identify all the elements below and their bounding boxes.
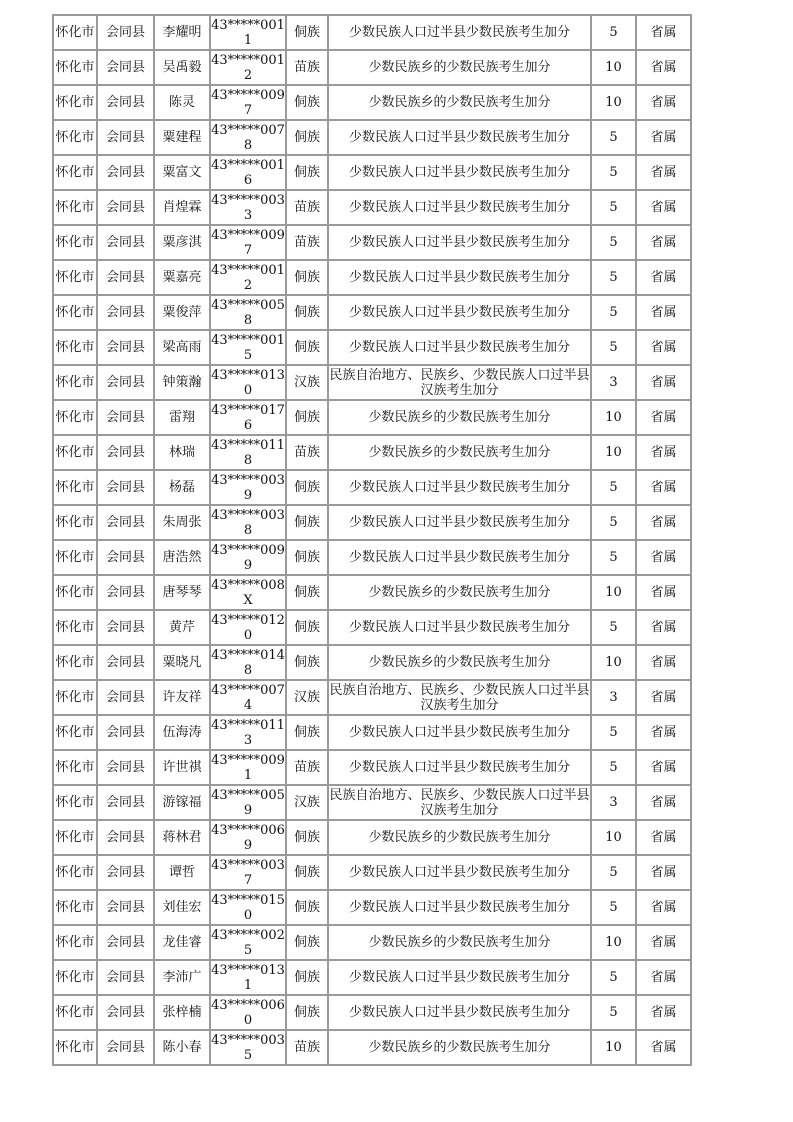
ethnicity-cell: 苗族 bbox=[287, 191, 329, 226]
bonus-points-cell: 5 bbox=[592, 296, 637, 331]
city-cell: 怀化市 bbox=[54, 436, 98, 471]
ethnicity-cell: 苗族 bbox=[287, 1031, 329, 1066]
level-cell: 省属 bbox=[637, 856, 692, 891]
name-cell: 肖煌霖 bbox=[155, 191, 211, 226]
level-cell: 省属 bbox=[637, 716, 692, 751]
level-cell: 省属 bbox=[637, 366, 692, 401]
id-number-cell: 43*****0060 bbox=[211, 996, 287, 1031]
county-cell: 会同县 bbox=[98, 436, 155, 471]
table-row bbox=[54, 261, 692, 296]
city-cell: 怀化市 bbox=[54, 751, 98, 786]
level-cell: 省属 bbox=[637, 891, 692, 926]
bonus-category-cell: 少数民族人口过半县少数民族考生加分 bbox=[329, 331, 592, 366]
county-cell: 会同县 bbox=[98, 681, 155, 716]
ethnicity-cell: 侗族 bbox=[287, 996, 329, 1031]
level-cell: 省属 bbox=[637, 261, 692, 296]
level-cell: 省属 bbox=[637, 436, 692, 471]
ethnicity-cell: 侗族 bbox=[287, 541, 329, 576]
bonus-points-cell: 5 bbox=[592, 716, 637, 751]
table-row bbox=[54, 471, 692, 506]
bonus-points-cell: 5 bbox=[592, 891, 637, 926]
ethnicity-cell: 侗族 bbox=[287, 401, 329, 436]
name-cell: 粟建程 bbox=[155, 121, 211, 156]
county-cell: 会同县 bbox=[98, 401, 155, 436]
bonus-points-cell: 5 bbox=[592, 961, 637, 996]
county-cell: 会同县 bbox=[98, 856, 155, 891]
table-row bbox=[54, 681, 692, 716]
level-cell: 省属 bbox=[637, 681, 692, 716]
county-cell: 会同县 bbox=[98, 961, 155, 996]
id-number-cell: 43*****0099 bbox=[211, 541, 287, 576]
bonus-category-cell: 少数民族人口过半县少数民族考生加分 bbox=[329, 856, 592, 891]
name-cell: 粟俊萍 bbox=[155, 296, 211, 331]
city-cell: 怀化市 bbox=[54, 611, 98, 646]
level-cell: 省属 bbox=[637, 506, 692, 541]
table-row bbox=[54, 156, 692, 191]
city-cell: 怀化市 bbox=[54, 996, 98, 1031]
city-cell: 怀化市 bbox=[54, 191, 98, 226]
name-cell: 朱周张 bbox=[155, 506, 211, 541]
county-cell: 会同县 bbox=[98, 1031, 155, 1066]
level-cell: 省属 bbox=[637, 471, 692, 506]
id-number-cell: 43*****0176 bbox=[211, 401, 287, 436]
level-cell: 省属 bbox=[637, 821, 692, 856]
city-cell: 怀化市 bbox=[54, 541, 98, 576]
id-number-cell: 43*****0037 bbox=[211, 856, 287, 891]
city-cell: 怀化市 bbox=[54, 296, 98, 331]
id-number-cell: 43*****0058 bbox=[211, 296, 287, 331]
bonus-category-cell: 少数民族人口过半县少数民族考生加分 bbox=[329, 226, 592, 261]
bonus-category-cell: 少数民族人口过半县少数民族考生加分 bbox=[329, 891, 592, 926]
table-row bbox=[54, 366, 692, 401]
ethnicity-cell: 侗族 bbox=[287, 16, 329, 51]
table-row bbox=[54, 996, 692, 1031]
table-row bbox=[54, 961, 692, 996]
city-cell: 怀化市 bbox=[54, 261, 98, 296]
city-cell: 怀化市 bbox=[54, 856, 98, 891]
bonus-points-cell: 10 bbox=[592, 51, 637, 86]
name-cell: 梁高雨 bbox=[155, 331, 211, 366]
name-cell: 粟彦淇 bbox=[155, 226, 211, 261]
id-number-cell: 43*****0078 bbox=[211, 121, 287, 156]
bonus-points-cell: 10 bbox=[592, 436, 637, 471]
bonus-points-cell: 5 bbox=[592, 856, 637, 891]
county-cell: 会同县 bbox=[98, 366, 155, 401]
id-number-cell: 43*****0033 bbox=[211, 191, 287, 226]
bonus-points-cell: 10 bbox=[592, 401, 637, 436]
bonus-points-cell: 5 bbox=[592, 506, 637, 541]
table-row bbox=[54, 786, 692, 821]
id-number-cell: 43*****0039 bbox=[211, 471, 287, 506]
bonus-category-cell: 少数民族乡的少数民族考生加分 bbox=[329, 1031, 592, 1066]
table-row bbox=[54, 401, 692, 436]
name-cell: 许世祺 bbox=[155, 751, 211, 786]
bonus-points-cell: 5 bbox=[592, 471, 637, 506]
city-cell: 怀化市 bbox=[54, 401, 98, 436]
city-cell: 怀化市 bbox=[54, 681, 98, 716]
name-cell: 粟嘉亮 bbox=[155, 261, 211, 296]
level-cell: 省属 bbox=[637, 156, 692, 191]
city-cell: 怀化市 bbox=[54, 821, 98, 856]
name-cell: 蒋林君 bbox=[155, 821, 211, 856]
city-cell: 怀化市 bbox=[54, 86, 98, 121]
table-row bbox=[54, 716, 692, 751]
bonus-category-cell: 少数民族人口过半县少数民族考生加分 bbox=[329, 121, 592, 156]
id-number-cell: 43*****0015 bbox=[211, 331, 287, 366]
name-cell: 吴禹毅 bbox=[155, 51, 211, 86]
ethnicity-cell: 侗族 bbox=[287, 86, 329, 121]
bonus-category-cell: 少数民族人口过半县少数民族考生加分 bbox=[329, 716, 592, 751]
table-row bbox=[54, 506, 692, 541]
county-cell: 会同县 bbox=[98, 751, 155, 786]
table-row bbox=[54, 751, 692, 786]
bonus-category-cell: 少数民族乡的少数民族考生加分 bbox=[329, 646, 592, 681]
city-cell: 怀化市 bbox=[54, 156, 98, 191]
level-cell: 省属 bbox=[637, 646, 692, 681]
id-number-cell: 43*****0120 bbox=[211, 611, 287, 646]
city-cell: 怀化市 bbox=[54, 646, 98, 681]
level-cell: 省属 bbox=[637, 541, 692, 576]
level-cell: 省属 bbox=[637, 926, 692, 961]
county-cell: 会同县 bbox=[98, 16, 155, 51]
table-row bbox=[54, 926, 692, 961]
city-cell: 怀化市 bbox=[54, 506, 98, 541]
id-number-cell: 43*****0012 bbox=[211, 51, 287, 86]
city-cell: 怀化市 bbox=[54, 366, 98, 401]
bonus-points-cell: 5 bbox=[592, 541, 637, 576]
bonus-category-cell: 少数民族人口过半县少数民族考生加分 bbox=[329, 506, 592, 541]
bonus-points-cell: 10 bbox=[592, 926, 637, 961]
id-number-cell: 43*****008X bbox=[211, 576, 287, 611]
ethnicity-cell: 汉族 bbox=[287, 786, 329, 821]
city-cell: 怀化市 bbox=[54, 961, 98, 996]
county-cell: 会同县 bbox=[98, 576, 155, 611]
ethnicity-cell: 侗族 bbox=[287, 856, 329, 891]
ethnicity-cell: 侗族 bbox=[287, 926, 329, 961]
id-number-cell: 43*****0148 bbox=[211, 646, 287, 681]
name-cell: 李耀明 bbox=[155, 16, 211, 51]
county-cell: 会同县 bbox=[98, 191, 155, 226]
name-cell: 唐浩然 bbox=[155, 541, 211, 576]
bonus-points-cell: 10 bbox=[592, 646, 637, 681]
bonus-category-cell: 少数民族人口过半县少数民族考生加分 bbox=[329, 471, 592, 506]
name-cell: 钟策瀚 bbox=[155, 366, 211, 401]
bonus-category-cell: 民族自治地方、民族乡、少数民族人口过半县汉族考生加分 bbox=[329, 681, 592, 716]
bonus-points-cell: 5 bbox=[592, 331, 637, 366]
id-number-cell: 43*****0025 bbox=[211, 926, 287, 961]
county-cell: 会同县 bbox=[98, 156, 155, 191]
county-cell: 会同县 bbox=[98, 541, 155, 576]
county-cell: 会同县 bbox=[98, 821, 155, 856]
level-cell: 省属 bbox=[637, 296, 692, 331]
county-cell: 会同县 bbox=[98, 226, 155, 261]
bonus-category-cell: 少数民族乡的少数民族考生加分 bbox=[329, 51, 592, 86]
county-cell: 会同县 bbox=[98, 716, 155, 751]
level-cell: 省属 bbox=[637, 331, 692, 366]
ethnicity-cell: 侗族 bbox=[287, 296, 329, 331]
city-cell: 怀化市 bbox=[54, 331, 98, 366]
bonus-points-cell: 3 bbox=[592, 681, 637, 716]
id-number-cell: 43*****0131 bbox=[211, 961, 287, 996]
ethnicity-cell: 汉族 bbox=[287, 366, 329, 401]
name-cell: 谭哲 bbox=[155, 856, 211, 891]
id-number-cell: 43*****0059 bbox=[211, 786, 287, 821]
table-row bbox=[54, 576, 692, 611]
bonus-category-cell: 少数民族乡的少数民族考生加分 bbox=[329, 576, 592, 611]
bonus-points-cell: 3 bbox=[592, 366, 637, 401]
bonus-points-cell: 5 bbox=[592, 16, 637, 51]
bonus-category-cell: 少数民族乡的少数民族考生加分 bbox=[329, 821, 592, 856]
county-cell: 会同县 bbox=[98, 996, 155, 1031]
county-cell: 会同县 bbox=[98, 926, 155, 961]
bonus-points-cell: 10 bbox=[592, 821, 637, 856]
level-cell: 省属 bbox=[637, 401, 692, 436]
bonus-category-cell: 少数民族乡的少数民族考生加分 bbox=[329, 436, 592, 471]
id-number-cell: 43*****0074 bbox=[211, 681, 287, 716]
county-cell: 会同县 bbox=[98, 121, 155, 156]
bonus-category-cell: 少数民族人口过半县少数民族考生加分 bbox=[329, 156, 592, 191]
name-cell: 伍海涛 bbox=[155, 716, 211, 751]
county-cell: 会同县 bbox=[98, 331, 155, 366]
table-row bbox=[54, 891, 692, 926]
id-number-cell: 43*****0113 bbox=[211, 716, 287, 751]
bonus-points-table bbox=[52, 14, 692, 1066]
bonus-category-cell: 少数民族人口过半县少数民族考生加分 bbox=[329, 611, 592, 646]
county-cell: 会同县 bbox=[98, 611, 155, 646]
id-number-cell: 43*****0035 bbox=[211, 1031, 287, 1066]
name-cell: 游镓福 bbox=[155, 786, 211, 821]
ethnicity-cell: 侗族 bbox=[287, 646, 329, 681]
bonus-points-cell: 10 bbox=[592, 1031, 637, 1066]
bonus-points-cell: 10 bbox=[592, 86, 637, 121]
bonus-category-cell: 少数民族人口过半县少数民族考生加分 bbox=[329, 751, 592, 786]
ethnicity-cell: 苗族 bbox=[287, 51, 329, 86]
name-cell: 陈小春 bbox=[155, 1031, 211, 1066]
level-cell: 省属 bbox=[637, 961, 692, 996]
ethnicity-cell: 侗族 bbox=[287, 611, 329, 646]
bonus-category-cell: 少数民族人口过半县少数民族考生加分 bbox=[329, 996, 592, 1031]
name-cell: 粟富文 bbox=[155, 156, 211, 191]
city-cell: 怀化市 bbox=[54, 16, 98, 51]
table-row bbox=[54, 856, 692, 891]
table-row bbox=[54, 1031, 692, 1066]
county-cell: 会同县 bbox=[98, 891, 155, 926]
city-cell: 怀化市 bbox=[54, 891, 98, 926]
table-row bbox=[54, 821, 692, 856]
bonus-category-cell: 少数民族乡的少数民族考生加分 bbox=[329, 926, 592, 961]
name-cell: 李沛广 bbox=[155, 961, 211, 996]
level-cell: 省属 bbox=[637, 51, 692, 86]
county-cell: 会同县 bbox=[98, 506, 155, 541]
id-number-cell: 43*****0118 bbox=[211, 436, 287, 471]
city-cell: 怀化市 bbox=[54, 576, 98, 611]
name-cell: 张梓楠 bbox=[155, 996, 211, 1031]
bonus-category-cell: 少数民族人口过半县少数民族考生加分 bbox=[329, 541, 592, 576]
city-cell: 怀化市 bbox=[54, 926, 98, 961]
level-cell: 省属 bbox=[637, 16, 692, 51]
level-cell: 省属 bbox=[637, 226, 692, 261]
city-cell: 怀化市 bbox=[54, 1031, 98, 1066]
name-cell: 雷翔 bbox=[155, 401, 211, 436]
id-number-cell: 43*****0097 bbox=[211, 226, 287, 261]
ethnicity-cell: 侗族 bbox=[287, 716, 329, 751]
name-cell: 刘佳宏 bbox=[155, 891, 211, 926]
table-row bbox=[54, 86, 692, 121]
level-cell: 省属 bbox=[637, 191, 692, 226]
ethnicity-cell: 侗族 bbox=[287, 821, 329, 856]
ethnicity-cell: 侗族 bbox=[287, 121, 329, 156]
bonus-points-cell: 5 bbox=[592, 611, 637, 646]
bonus-category-cell: 少数民族人口过半县少数民族考生加分 bbox=[329, 261, 592, 296]
bonus-category-cell: 少数民族人口过半县少数民族考生加分 bbox=[329, 191, 592, 226]
id-number-cell: 43*****0016 bbox=[211, 156, 287, 191]
id-number-cell: 43*****0012 bbox=[211, 261, 287, 296]
county-cell: 会同县 bbox=[98, 296, 155, 331]
city-cell: 怀化市 bbox=[54, 226, 98, 261]
bonus-category-cell: 民族自治地方、民族乡、少数民族人口过半县汉族考生加分 bbox=[329, 366, 592, 401]
id-number-cell: 43*****0150 bbox=[211, 891, 287, 926]
county-cell: 会同县 bbox=[98, 51, 155, 86]
table-row bbox=[54, 191, 692, 226]
bonus-points-cell: 5 bbox=[592, 226, 637, 261]
ethnicity-cell: 苗族 bbox=[287, 751, 329, 786]
city-cell: 怀化市 bbox=[54, 471, 98, 506]
id-number-cell: 43*****0011 bbox=[211, 16, 287, 51]
county-cell: 会同县 bbox=[98, 86, 155, 121]
ethnicity-cell: 侗族 bbox=[287, 576, 329, 611]
city-cell: 怀化市 bbox=[54, 51, 98, 86]
city-cell: 怀化市 bbox=[54, 716, 98, 751]
table-row bbox=[54, 296, 692, 331]
county-cell: 会同县 bbox=[98, 471, 155, 506]
county-cell: 会同县 bbox=[98, 646, 155, 681]
name-cell: 粟晓凡 bbox=[155, 646, 211, 681]
bonus-category-cell: 少数民族人口过半县少数民族考生加分 bbox=[329, 296, 592, 331]
ethnicity-cell: 侗族 bbox=[287, 891, 329, 926]
bonus-category-cell: 民族自治地方、民族乡、少数民族人口过半县汉族考生加分 bbox=[329, 786, 592, 821]
bonus-points-cell: 5 bbox=[592, 996, 637, 1031]
city-cell: 怀化市 bbox=[54, 786, 98, 821]
ethnicity-cell: 汉族 bbox=[287, 681, 329, 716]
level-cell: 省属 bbox=[637, 86, 692, 121]
bonus-points-cell: 3 bbox=[592, 786, 637, 821]
table-row bbox=[54, 121, 692, 156]
bonus-points-cell: 5 bbox=[592, 121, 637, 156]
county-cell: 会同县 bbox=[98, 786, 155, 821]
ethnicity-cell: 苗族 bbox=[287, 226, 329, 261]
level-cell: 省属 bbox=[637, 996, 692, 1031]
ethnicity-cell: 侗族 bbox=[287, 331, 329, 366]
table-row bbox=[54, 646, 692, 681]
id-number-cell: 43*****0097 bbox=[211, 86, 287, 121]
ethnicity-cell: 侗族 bbox=[287, 156, 329, 191]
table-row bbox=[54, 226, 692, 261]
ethnicity-cell: 侗族 bbox=[287, 471, 329, 506]
city-cell: 怀化市 bbox=[54, 121, 98, 156]
name-cell: 龙佳睿 bbox=[155, 926, 211, 961]
id-number-cell: 43*****0091 bbox=[211, 751, 287, 786]
table-row bbox=[54, 51, 692, 86]
bonus-points-cell: 5 bbox=[592, 261, 637, 296]
ethnicity-cell: 侗族 bbox=[287, 261, 329, 296]
table-row bbox=[54, 541, 692, 576]
bonus-category-cell: 少数民族人口过半县少数民族考生加分 bbox=[329, 961, 592, 996]
level-cell: 省属 bbox=[637, 576, 692, 611]
level-cell: 省属 bbox=[637, 611, 692, 646]
ethnicity-cell: 侗族 bbox=[287, 506, 329, 541]
level-cell: 省属 bbox=[637, 786, 692, 821]
table-row bbox=[54, 611, 692, 646]
name-cell: 林瑞 bbox=[155, 436, 211, 471]
level-cell: 省属 bbox=[637, 1031, 692, 1066]
table-row bbox=[54, 331, 692, 366]
bonus-category-cell: 少数民族乡的少数民族考生加分 bbox=[329, 86, 592, 121]
id-number-cell: 43*****0130 bbox=[211, 366, 287, 401]
table-row bbox=[54, 436, 692, 471]
table-body bbox=[54, 16, 692, 1066]
name-cell: 陈灵 bbox=[155, 86, 211, 121]
county-cell: 会同县 bbox=[98, 261, 155, 296]
name-cell: 唐琴琴 bbox=[155, 576, 211, 611]
name-cell: 杨磊 bbox=[155, 471, 211, 506]
level-cell: 省属 bbox=[637, 121, 692, 156]
ethnicity-cell: 侗族 bbox=[287, 961, 329, 996]
bonus-category-cell: 少数民族乡的少数民族考生加分 bbox=[329, 401, 592, 436]
table-row bbox=[54, 16, 692, 51]
id-number-cell: 43*****0038 bbox=[211, 506, 287, 541]
bonus-category-cell: 少数民族人口过半县少数民族考生加分 bbox=[329, 16, 592, 51]
bonus-points-cell: 10 bbox=[592, 576, 637, 611]
bonus-points-cell: 5 bbox=[592, 751, 637, 786]
name-cell: 许友祥 bbox=[155, 681, 211, 716]
id-number-cell: 43*****0069 bbox=[211, 821, 287, 856]
bonus-points-cell: 5 bbox=[592, 156, 637, 191]
level-cell: 省属 bbox=[637, 751, 692, 786]
ethnicity-cell: 苗族 bbox=[287, 436, 329, 471]
name-cell: 黄芹 bbox=[155, 611, 211, 646]
bonus-points-cell: 5 bbox=[592, 191, 637, 226]
